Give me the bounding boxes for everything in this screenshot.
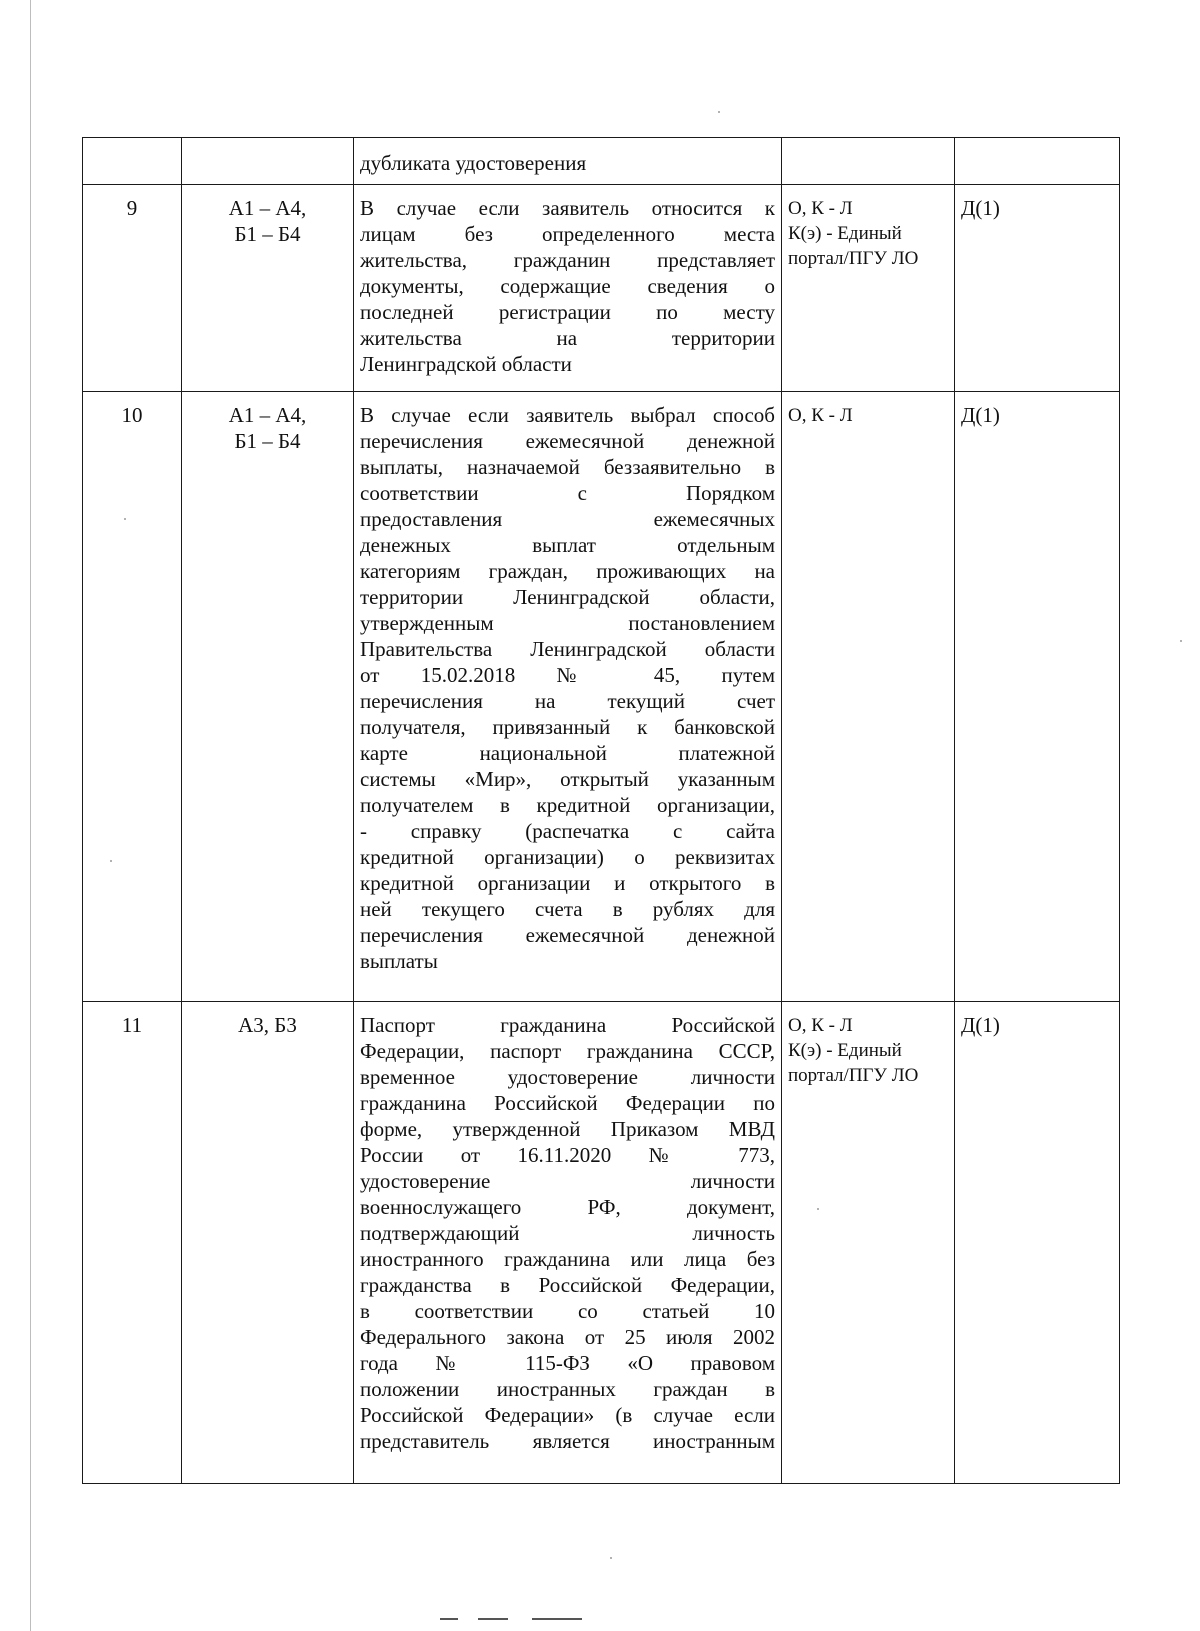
description-line: Федерации, паспорт гражданина СССР, [360, 1039, 775, 1063]
submission-form-cell [782, 138, 955, 185]
document-mark-cell: Д(1) [955, 1002, 1120, 1484]
submission-form-line: портал/ПГУ ЛО [788, 1065, 919, 1086]
description-line: территории Ленинградской области, [360, 585, 775, 609]
table-row [83, 1002, 1120, 1484]
document-description-cell [354, 392, 782, 1002]
row-number-cell: 11 [83, 1002, 182, 1484]
document-mark-cell: Д(1) [955, 392, 1120, 1002]
document-description-cell [354, 1002, 782, 1484]
description-line: удостоверение личности [360, 1169, 775, 1193]
table-row [83, 138, 1120, 185]
description-line: Паспорт гражданина Российской [360, 1013, 775, 1037]
description-line: получателя, привязанный к банковской [360, 715, 775, 739]
description-line: Правительства Ленинградской области [360, 637, 775, 661]
description-line: форме, утвержденной Приказом МВД [360, 1117, 775, 1141]
description-line: денежных выплат отдельным [360, 533, 775, 557]
row-number-cell [83, 138, 182, 185]
applicant-codes-cell [182, 138, 354, 185]
description-line: ней текущего счета в рублях для [360, 897, 775, 921]
description-line: В случае если заявитель относится к [360, 196, 775, 220]
document-description-cell [354, 185, 782, 392]
applicant-code-line: А1 – А4, [228, 196, 307, 220]
description-line: выплаты, назначаемой беззаявительно в [360, 455, 775, 479]
row-number-cell: 9 [83, 185, 182, 392]
description-line: карте национальной платежной [360, 741, 775, 765]
description-line: получателем в кредитной организации, [360, 793, 775, 817]
scan-edge-line [30, 0, 31, 1631]
description-line: иностранного гражданина или лица без [360, 1247, 775, 1271]
scan-speck [1180, 640, 1182, 642]
description-line: предоставления ежемесячных [360, 507, 775, 531]
description-line: Ленинградской области [360, 352, 572, 376]
description-line: последней регистрации по месту [360, 300, 775, 324]
submission-form-line: О, К - Л [788, 405, 853, 426]
description-line: кредитной организации и открытого в [360, 871, 775, 895]
document-description-cell [354, 138, 782, 185]
description-line: дубликата удостоверения [360, 151, 587, 175]
description-line: России от 16.11.2020 № 773, [360, 1143, 775, 1167]
scan-bottom-marks [440, 1618, 600, 1622]
description-line: в соответствии со статьей 10 [360, 1299, 775, 1323]
applicant-code-line: Б1 – Б4 [234, 429, 301, 453]
document-mark-cell: Д(1) [955, 185, 1120, 392]
description-line: В случае если заявитель выбрал способ [360, 403, 775, 427]
description-line: от 15.02.2018 № 45, путем [360, 663, 775, 687]
applicant-code-line: А1 – А4, [228, 403, 307, 427]
applicant-code-line: А3, Б3 [238, 1013, 297, 1037]
description-line: Российской Федерации» (в случае если [360, 1403, 775, 1427]
table-row [83, 185, 1120, 392]
description-line: соответствии с Порядком [360, 481, 775, 505]
applicant-codes-cell [182, 185, 354, 392]
description-line: года № 115-ФЗ «О правовом [360, 1351, 775, 1375]
description-line: военнослужащего РФ, документ, [360, 1195, 775, 1219]
description-line: перечисления на текущий счет [360, 689, 775, 713]
row-number-cell: 10 [83, 392, 182, 1002]
submission-form-cell [782, 1002, 955, 1484]
document-mark-cell [955, 138, 1120, 185]
description-line: утвержденным постановлением [360, 611, 775, 635]
description-line: гражданства в Российской Федерации, [360, 1273, 775, 1297]
submission-form-cell [782, 185, 955, 392]
description-line: жительства, гражданин представляет [360, 248, 775, 272]
table-row [83, 392, 1120, 1002]
submission-form-line: К(э) - Единый [788, 1040, 902, 1061]
description-line: представитель является иностранным [360, 1429, 775, 1453]
submission-form-line: О, К - Л [788, 1015, 853, 1036]
submission-form-line: К(э) - Единый [788, 223, 902, 244]
description-line: подтверждающий личность [360, 1221, 775, 1245]
description-line: перечисления ежемесячной денежной [360, 429, 775, 453]
description-line: выплаты [360, 949, 438, 973]
description-line: перечисления ежемесячной денежной [360, 923, 775, 947]
submission-form-cell [782, 392, 955, 1002]
description-line: системы «Мир», открытый указанным [360, 767, 775, 791]
scan-speck [610, 1557, 612, 1559]
description-line: - справку (распечатка с сайта [360, 819, 775, 843]
description-line: Федерального закона от 25 июля 2002 [360, 1325, 775, 1349]
description-line: временное удостоверение личности [360, 1065, 775, 1089]
description-line: положении иностранных граждан в [360, 1377, 775, 1401]
description-line: кредитной организации) о реквизитах [360, 845, 775, 869]
description-line: гражданина Российской Федерации по [360, 1091, 775, 1115]
description-line: документы, содержащие сведения о [360, 274, 775, 298]
documents-table [82, 137, 1120, 1484]
documents-table-body [83, 138, 1120, 1484]
description-line: лицам без определенного места [360, 222, 775, 246]
submission-form-line: портал/ПГУ ЛО [788, 248, 919, 269]
scan-speck [718, 111, 720, 113]
applicant-codes-cell [182, 392, 354, 1002]
applicant-code-line: Б1 – Б4 [234, 222, 301, 246]
description-line: категориям граждан, проживающих на [360, 559, 775, 583]
description-line: жительства на территории [360, 326, 775, 350]
submission-form-line: О, К - Л [788, 198, 853, 219]
applicant-codes-cell [182, 1002, 354, 1484]
